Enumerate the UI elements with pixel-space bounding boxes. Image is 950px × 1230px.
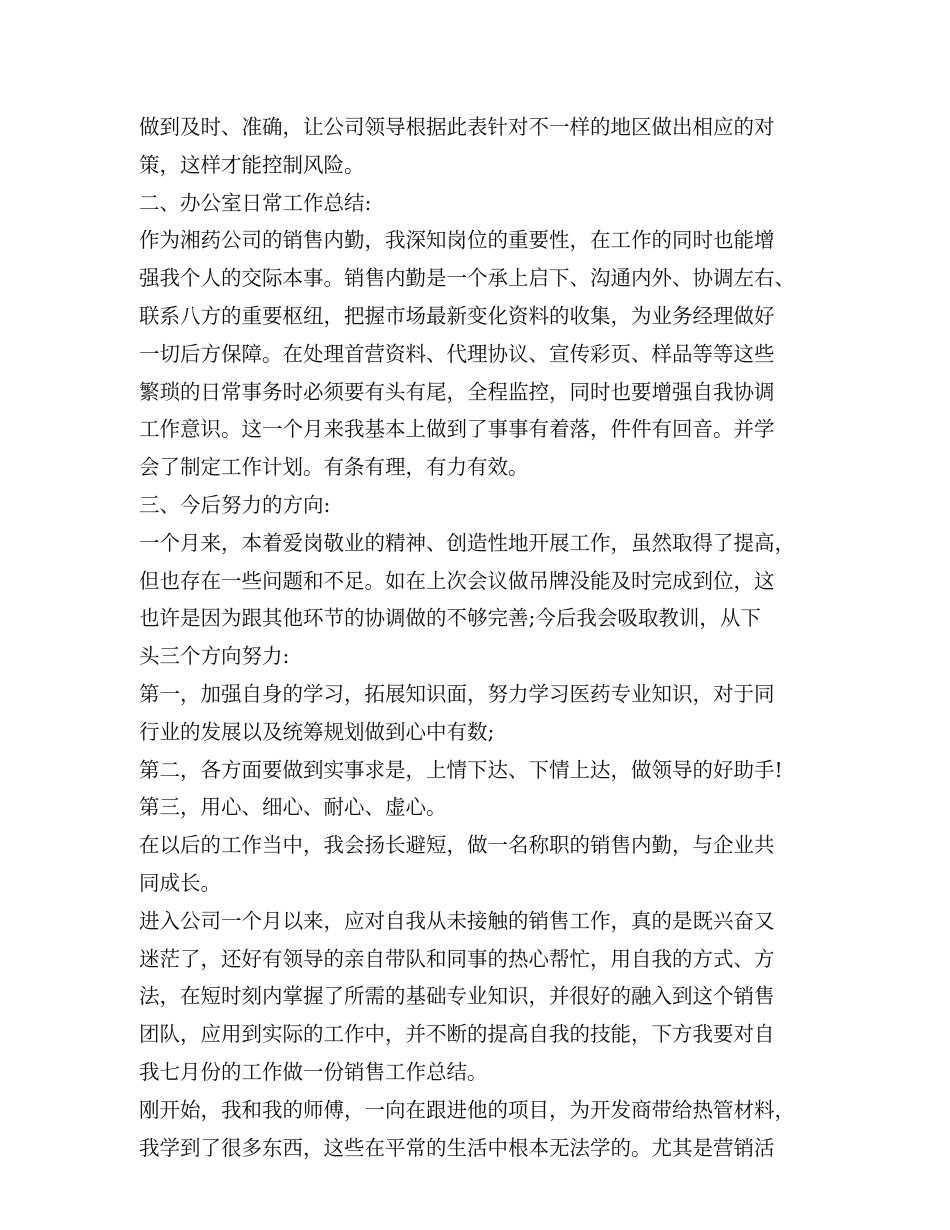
section-heading: 三、今后努力的方向:: [139, 492, 331, 517]
text-line: 工作意识。这一个月来我基本上做到了事事有着落，件件有回音。并学: [139, 417, 775, 442]
text-line: 迷茫了，还好有领导的亲自带队和同事的热心帮忙，用自我的方式、方: [139, 946, 775, 971]
text-line: 第三，用心、细心、耐心、虚心。: [139, 795, 447, 820]
text-line: 会了制定工作计划。有条有理，有力有效。: [139, 455, 529, 480]
text-line: 头三个方向努力:: [139, 644, 290, 669]
text-line: 繁琐的日常事务时必须要有头有尾，全程监控，同时也要增强自我协调: [139, 379, 775, 404]
text-line: 在以后的工作当中，我会扬长避短，做一名称职的销售内勤，与企业共: [139, 833, 775, 858]
text-line: 一个月来，本着爱岗敬业的精神、创造性地开展工作，虽然取得了提高，: [139, 530, 795, 555]
text-line: 我七月份的工作做一份销售工作总结。: [139, 1059, 488, 1084]
text-line: 行业的发展以及统筹规划做到心中有数;: [139, 719, 495, 744]
text-line: 第一，加强自身的学习，拓展知识面，努力学习医药专业知识，对于同: [139, 681, 775, 706]
text-line: 也许是因为跟其他环节的协调做的不够完善;今后我会吸取教训，从下: [139, 606, 761, 631]
document-body: [139, 109, 819, 1167]
text-line: 刚开始，我和我的师傅，一向在跟进他的项目，为开发商带给热管材料，: [139, 1097, 795, 1122]
text-line: 进入公司一个月以来，应对自我从未接触的销售工作，真的是既兴奋又: [139, 908, 775, 933]
text-line: 我学到了很多东西，这些在平常的生活中根本无法学的。尤其是营销活: [139, 1135, 775, 1160]
text-line: 同成长。: [139, 870, 221, 895]
text-line: 策，这样才能控制风险。: [139, 152, 365, 177]
text-line: 团队，应用到实际的工作中，并不断的提高自我的技能，下方我要对自: [139, 1022, 775, 1047]
text-line: 第二，各方面要做到实事求是，上情下达、下情上达，做领导的好助手!: [139, 757, 783, 782]
text-line: 法，在短时刻内掌握了所需的基础专业知识，并很好的融入到这个销售: [139, 984, 775, 1009]
text-line: 做到及时、准确，让公司领导根据此表针对不一样的地区做出相应的对: [139, 115, 775, 139]
text-line: 作为湘药公司的销售内勤，我深知岗位的重要性，在工作的同时也能增: [139, 228, 775, 253]
section-heading: 二、办公室日常工作总结:: [139, 190, 372, 215]
text-line: 一切后方保障。在处理首营资料、代理协议、宣传彩页、样品等等这些: [139, 341, 775, 366]
text-line: 联系八方的重要枢纽，把握市场最新变化资料的收集，为业务经理做好: [139, 303, 775, 328]
text-line: 但也存在一些问题和不足。如在上次会议做吊牌没能及时完成到位，这: [139, 568, 775, 593]
text-line: 强我个人的交际本事。销售内勤是一个承上启下、沟通内外、协调左右、: [139, 266, 795, 291]
